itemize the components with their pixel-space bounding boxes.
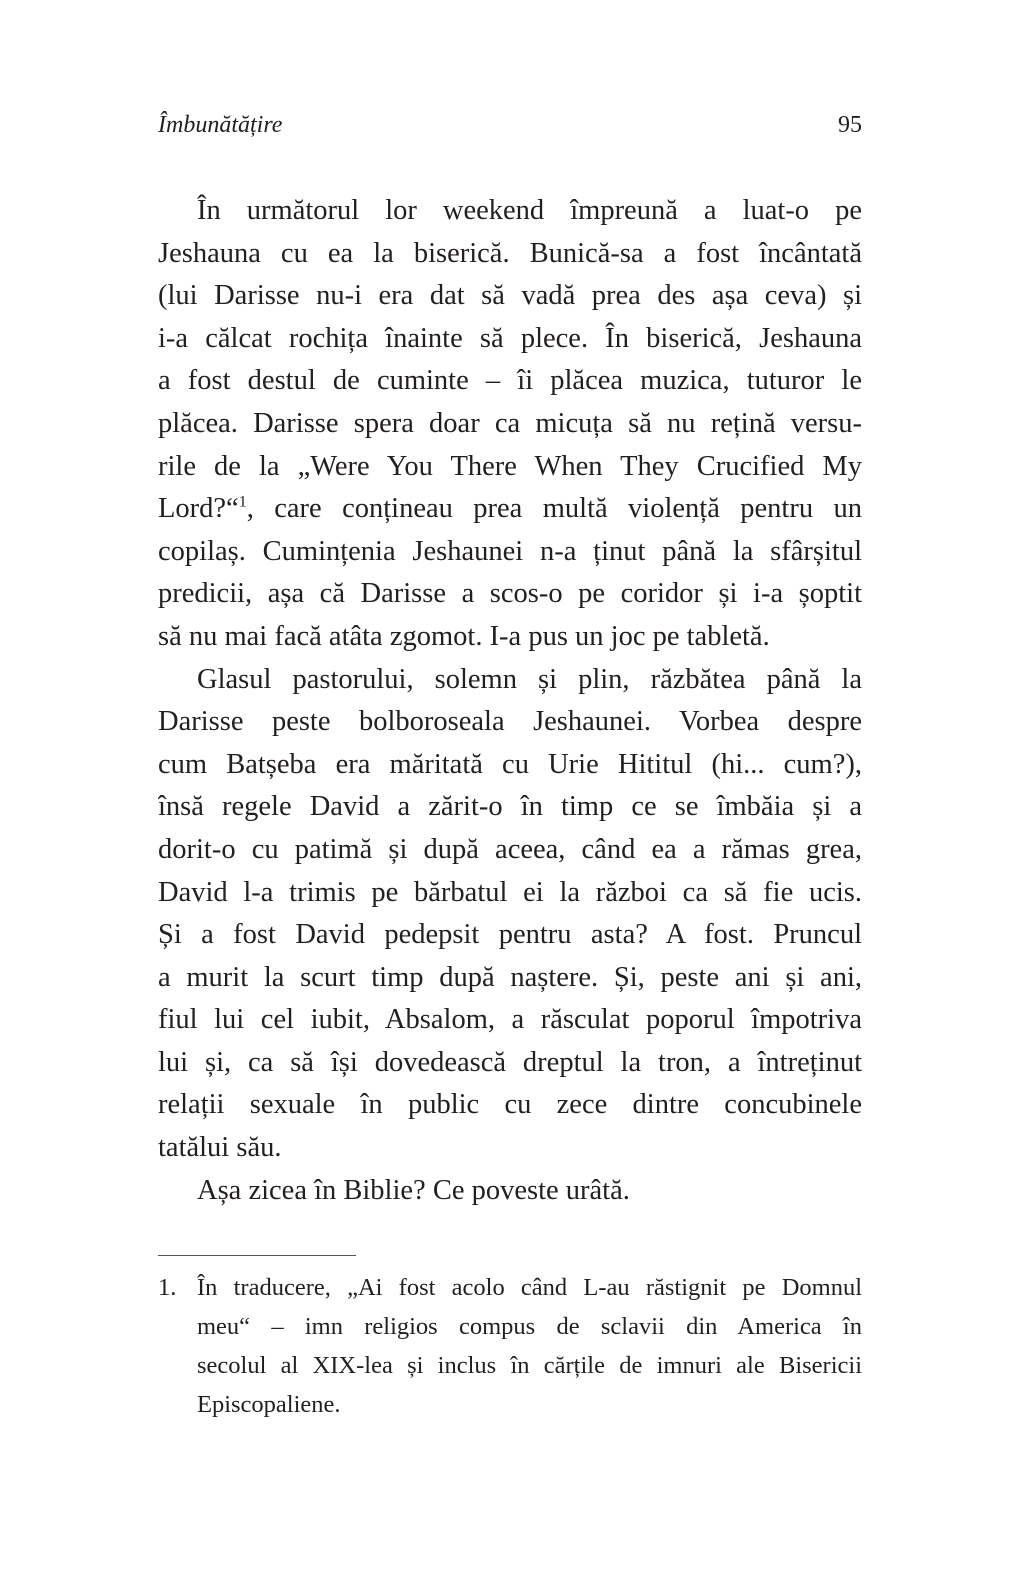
body-text — [158, 190, 862, 1212]
text-line: lui și, ca să își dovedească dreptul la tron, a întreținut — [158, 1046, 862, 1078]
text-fragment: Lord?“ — [158, 493, 239, 525]
footnote-line: Episcopaliene. — [197, 1391, 341, 1418]
text-line: tatălui său. — [158, 1132, 282, 1164]
text-line: predicii, așa că Darisse a scos-o pe coridor și i-a șoptit — [158, 578, 862, 610]
text-line: a fost destul de cuminte – îi plăcea muzica, tuturor le — [158, 365, 862, 397]
paragraph-3 — [158, 1170, 862, 1213]
footnote-divider — [158, 1255, 356, 1256]
footnote-line: secolul al XIX-lea și inclus în cărțile de imnuri ale Bisericii — [197, 1352, 862, 1379]
text-line: Darisse peste bolboroseala Jeshaunei. Vorbea despre — [158, 706, 862, 738]
text-line — [158, 488, 862, 531]
text-line: a murit la scurt timp după naștere. Și, peste ani și ani, — [158, 961, 862, 993]
text-line: rile de la „Were You There When They Crucified My — [158, 450, 862, 482]
text-line: (lui Darisse nu-i era dat să vadă prea des așa ceva) și — [158, 280, 862, 312]
running-title: Îmbunătățire — [158, 112, 283, 138]
text-line: Glasul pastorului, solemn și plin, răzbătea până la — [197, 663, 862, 695]
paragraph-2 — [158, 659, 862, 1170]
text-line: În următorul lor weekend împreună a luat-o pe — [197, 195, 862, 226]
text-line: însă regele David a zărit-o în timp ce se îmbăia și a — [158, 791, 862, 823]
text-line: plăcea. Darisse spera doar ca micuța să nu rețină versu- — [158, 407, 862, 439]
text-line: fiul lui cel iubit, Absalom, a răsculat poporul împotriva — [158, 1004, 862, 1036]
footnote — [158, 1268, 862, 1424]
page-header — [158, 112, 862, 148]
text-line: David l-a trimis pe bărbatul ei la război ca să fie ucis. — [158, 876, 862, 908]
text-line: relații sexuale în public cu zece dintre concubinele — [158, 1089, 862, 1121]
footnote-number: 1. — [158, 1274, 177, 1301]
text-line: copilaș. Cumințenia Jeshaunei n-a ținut până la sfârșitul — [158, 535, 862, 567]
footnote-reference[interactable]: 1 — [238, 493, 247, 511]
text-fragment: , care conțineau prea multă violență pentru un — [246, 493, 862, 525]
text-line: cum Batșeba era măritată cu Urie Hititul (hi... cum?), — [158, 748, 862, 780]
paragraph-1 — [158, 190, 862, 659]
text-line: să nu mai facă atâta zgomot. I-a pus un joc pe tabletă. — [158, 620, 770, 652]
text-line: Jeshauna cu ea la biserică. Bunică-sa a fost încântată — [158, 237, 862, 269]
text-line: Și a fost David pedepsit pentru asta? A fost. Pruncul — [158, 919, 862, 951]
page-number: 95 — [838, 112, 862, 138]
text-line: dorit-o cu patimă și după aceea, când ea a rămas grea, — [158, 833, 862, 865]
footnote-line: meu“ – imn religios compus de sclavii din America în — [197, 1313, 862, 1340]
footnote-line: În traducere, „Ai fost acolo când L-au răstignit pe Domnul — [197, 1274, 862, 1301]
text-line: Așa zicea în Biblie? Ce poveste urâtă. — [197, 1174, 630, 1206]
text-line: i-a călcat rochița înainte să plece. În biserică, Jeshauna — [158, 322, 862, 354]
